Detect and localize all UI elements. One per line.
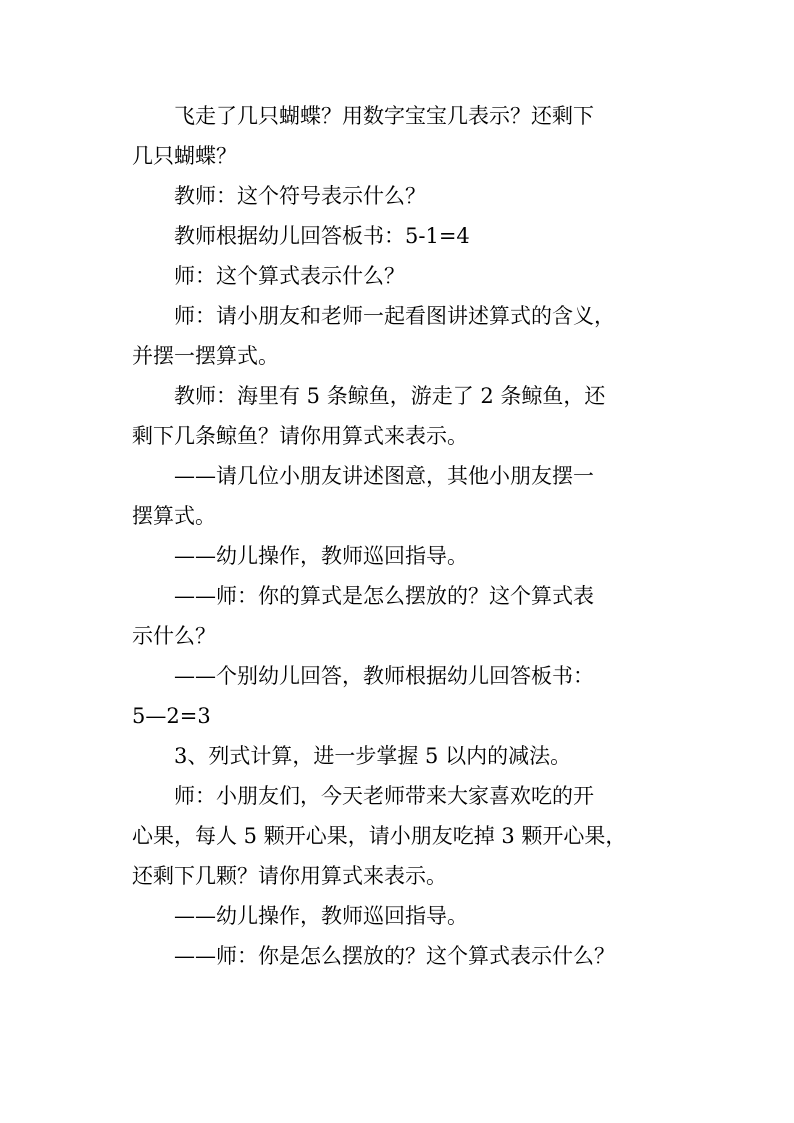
text-line: 师：小朋友们，今天老师带来大家喜欢吃的开	[174, 784, 594, 808]
text-line: ——幼儿操作，教师巡回指导。	[174, 904, 468, 928]
text-line: 教师：海里有 5 条鲸鱼，游走了 2 条鲸鱼，还	[174, 384, 606, 408]
text-line: 几只蝴蝶？	[132, 144, 237, 168]
text-line: ——幼儿操作，教师巡回指导。	[174, 544, 468, 568]
text-line: 剩下几条鲸鱼？请你用算式来表示。	[132, 424, 468, 448]
text-line: 教师根据幼儿回答板书：5-1=4	[174, 224, 470, 248]
text-line: 心果，每人 5 颗开心果，请小朋友吃掉 3 颗开心果，	[132, 824, 627, 848]
text-line: ——师：你是怎么摆放的？这个算式表示什么？	[174, 944, 615, 968]
text-line: 并摆一摆算式。	[132, 344, 279, 368]
text-line: 师：这个算式表示什么？	[174, 264, 405, 288]
text-line: 飞走了几只蝴蝶？用数字宝宝几表示？还剩下	[174, 104, 594, 128]
text-line: 5—2=3	[132, 704, 211, 728]
document-body	[132, 96, 682, 976]
text-line: 师：请小朋友和老师一起看图讲述算式的含义，	[174, 304, 615, 328]
text-line: 教师：这个符号表示什么？	[174, 184, 426, 208]
text-line: 示什么？	[132, 624, 216, 648]
text-line: 3、列式计算，进一步掌握 5 以内的减法。	[174, 744, 572, 768]
text-line: 还剩下几颗？请你用算式来表示。	[132, 864, 447, 888]
text-line: ——请几位小朋友讲述图意，其他小朋友摆一	[174, 464, 594, 488]
text-line: 摆算式。	[132, 504, 216, 528]
text-line: ——个别幼儿回答，教师根据幼儿回答板书：	[174, 664, 594, 688]
text-line: ——师：你的算式是怎么摆放的？这个算式表	[174, 584, 594, 608]
